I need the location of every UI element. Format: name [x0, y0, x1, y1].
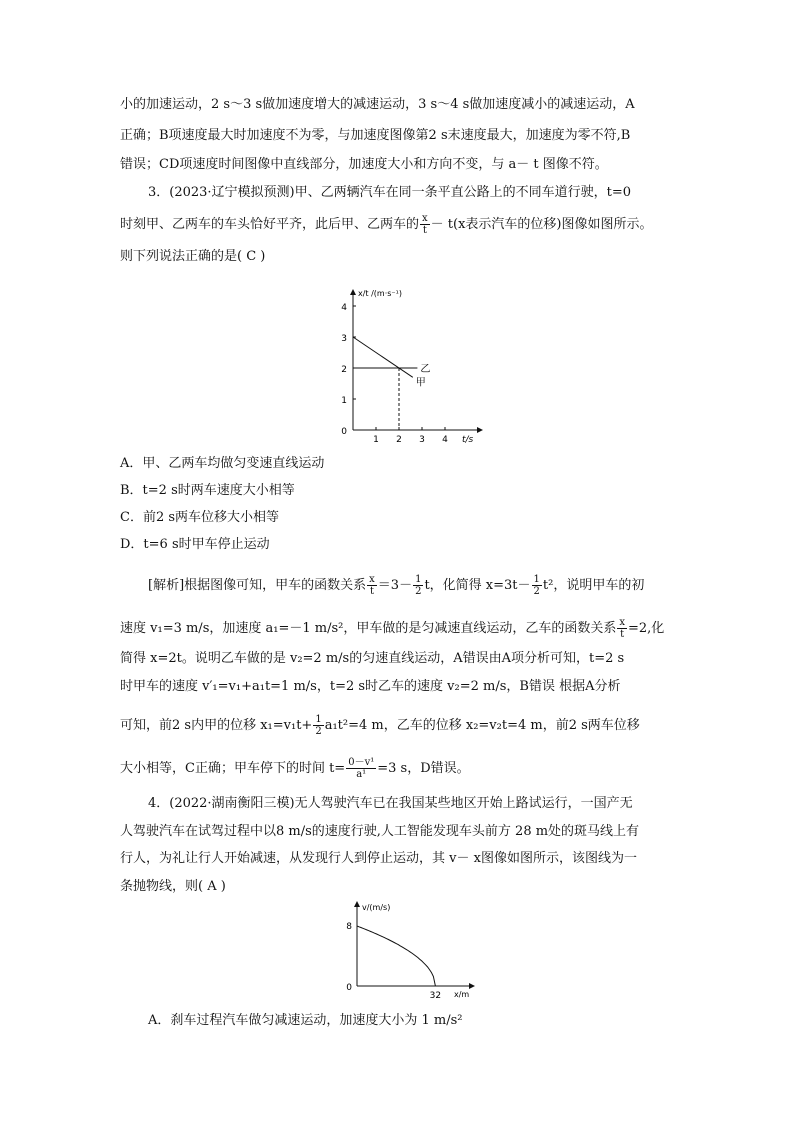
half-fraction: $\frac{1}{2}$ [315, 714, 322, 737]
x-over-t-fraction: $\frac{x}{t}$ [369, 574, 375, 597]
origin-label: 0 [346, 983, 352, 993]
q3-option-a: A．甲、乙两车均做匀变速直线运动 [120, 456, 325, 471]
x-tick-label: 3 [419, 435, 425, 445]
y-axis-label: v/(m/s) [362, 903, 391, 912]
y-tick-label: 3 [341, 334, 347, 344]
parabola-curve [357, 926, 435, 986]
y-tick-label: 1 [341, 396, 347, 406]
x-axis-label: x/m [454, 990, 470, 999]
analysis-line-6: 大小相等，C正确；甲车停下的时间 t= $\frac{\text{0－v¹}}{\text{a¹}}$ =3 s，D错误。 [120, 757, 470, 780]
v-x-graph [340, 898, 480, 1003]
x-tick-label: 2 [396, 435, 402, 445]
analysis-line-4: 时甲车的速度 v′₁=v₁+a₁t=1 m/s，t=2 s时乙车的速度 v₂=2 m/s，B错误 根据A分析 [120, 679, 621, 694]
para-top-line-2: 正确；B项速度最大时加速度不为零，与加速度图像第2 s末速度最大，加速度为零不符,B [120, 128, 631, 143]
q3-option-c: C．前2 s两车位移大小相等 [120, 510, 280, 525]
analysis-line-5: 可知，前2 s内甲的位移 x₁=v₁t+ $\frac{1}{2}$ a₁t²=4 m，乙车的位移 x₂=v₂t=4 m，前2 s两车位移 [120, 714, 640, 737]
q4-option-a: A．刹车过程汽车做匀减速运动，加速度大小为 1 m/s² [148, 1013, 463, 1028]
x-tick-label: 1 [373, 435, 379, 445]
series-jia-label: 甲 [415, 377, 426, 389]
xt-t-graph [330, 282, 490, 447]
x-tick-label: 32 [429, 991, 442, 1001]
q4-line-1: 4．(2022·湖南衡阳三模)无人驾驶汽车已在我国某些地区开始上路试运行，一国产无 [148, 796, 633, 811]
half-fraction: $\frac{1}{2}$ [533, 574, 540, 597]
q3-option-d: D．t=6 s时甲车停止运动 [120, 537, 270, 552]
q4-line-4: 条抛物线，则( A ) [120, 879, 226, 894]
analysis-line-2: 速度 v₁=3 m/s，加速度 a₁=－1 m/s²，甲车做的是匀减速直线运动，乙车的函数关系 $\frac{x}{t}$ =2,化 [120, 617, 665, 640]
q4-line-3: 行人，为礼让行人开始减速，从发现行人到停止运动，其 v－ x图像如图所示，该图线为一 [120, 851, 637, 866]
y-tick-label: 4 [341, 303, 347, 313]
series-jia-line [353, 337, 413, 377]
q4-line-2: 人驾驶汽车在试驾过程中以8 m/s的速度行驶,人工智能发现车头前方 28 m处的斑马线上有 [120, 824, 640, 839]
q3-line-2: 时刻甲、乙两车的车头恰好平齐，此后甲、乙两车的 $\frac{x}{t}$ － t(x表示汽车的位移)图像如图所示。 [120, 213, 653, 236]
q3-option-b: B．t=2 s时两车速度大小相等 [120, 483, 295, 498]
stop-time-fraction: $\frac{\text{0－v¹}}{\text{a¹}}$ [348, 757, 375, 780]
x-axis-label: t/s [462, 435, 474, 445]
half-fraction: $\frac{1}{2}$ [415, 574, 422, 597]
x-tick-label: 4 [442, 435, 448, 445]
y-axis-label: x/t /(m·s⁻¹) [358, 289, 402, 298]
para-top-line-1: 小的加速运动，2 s～3 s做加速度增大的减速运动，3 s～4 s做加速度减小的减速运动，A [120, 97, 635, 112]
analysis-line-1: [解析]根据图像可知，甲车的函数关系 $\frac{x}{t}$ ＝3－ $\frac{1}{2}$ t，化简得 x=3t－ $\frac{1}{2}$ t²，说明甲车的初 [148, 574, 645, 597]
y-tick-label: 2 [341, 365, 347, 375]
q3-line-1: 3．(2023·辽宁模拟预测)甲、乙两辆汽车在同一条平直公路上的不同车道行驶，t=0 [148, 185, 632, 200]
q3-line-3: 则下列说法正确的是( C ) [120, 249, 266, 264]
x-over-t-fraction: $\frac{x}{t}$ [422, 213, 428, 236]
analysis-line-3: 简得 x=2t。说明乙车做的是 v₂=2 m/s的匀速直线运动，A错误由A项分析可知，t=2 s [120, 651, 625, 666]
y-tick-label: 8 [346, 922, 352, 932]
y-tick-label: 0 [341, 427, 347, 437]
series-yi-label: 乙 [420, 364, 431, 375]
x-over-t-fraction: $\frac{x}{t}$ [619, 617, 625, 640]
para-top-line-3: 错误；CD项速度时间图像中直线部分，加速度大小和方向不变，与 a－ t 图像不符。 [120, 157, 608, 172]
